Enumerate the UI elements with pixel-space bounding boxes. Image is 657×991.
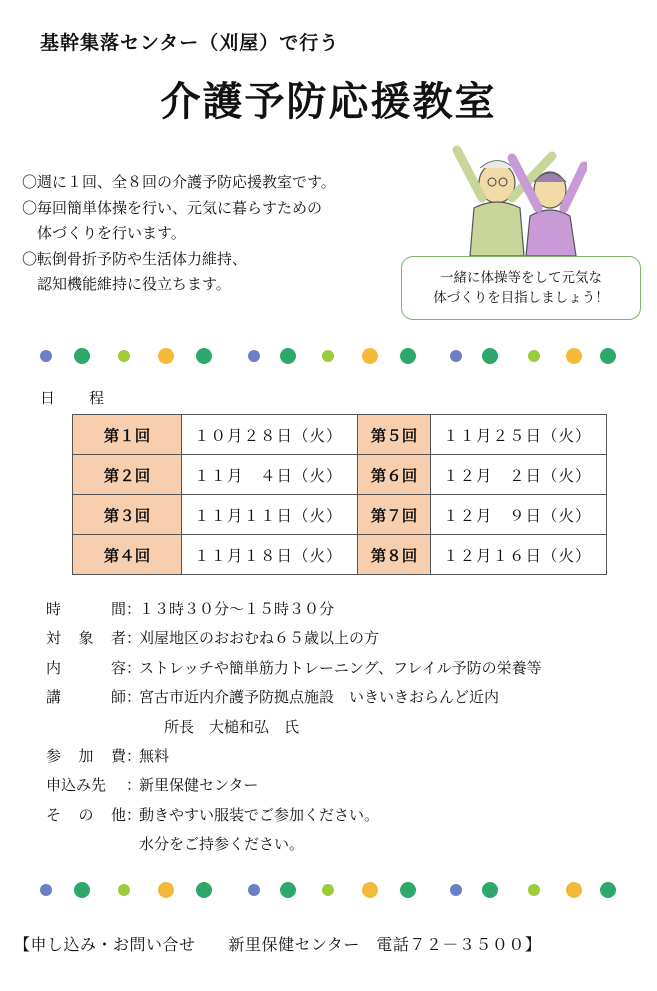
schedule-table	[72, 414, 607, 575]
intro-line: 〇毎回簡単体操を行い、元気に暮らすための	[22, 198, 323, 217]
intro-line: 認知機能維持に役立ちます。	[22, 275, 231, 293]
session-number: 第６回	[358, 455, 431, 495]
decor-dot	[528, 884, 540, 896]
speech-bubble	[401, 256, 641, 320]
session-date: １１月２５日（火）	[431, 415, 607, 455]
detail-value: 刈屋地区のおおむね６５歳以上の方	[139, 629, 380, 648]
session-number: 第４回	[73, 535, 182, 575]
bubble-line: 体づくりを目指しましょう！	[433, 290, 609, 306]
detail-label: 時 間	[46, 600, 126, 618]
schedule-label: 日程	[40, 389, 139, 407]
detail-value: 水分をご持参ください。	[139, 835, 305, 854]
decor-dot	[566, 348, 582, 364]
session-number: 第３回	[73, 495, 182, 535]
detail-value: 所長 大槌和弘 氏	[164, 717, 300, 736]
session-number: 第１回	[73, 415, 182, 455]
decor-dot	[600, 348, 616, 364]
decor-dot	[482, 348, 498, 364]
decor-dot	[528, 350, 540, 362]
session-date: １２月 ９日（火）	[431, 495, 607, 535]
session-date: １１月 ４日（火）	[182, 455, 358, 495]
decor-dot	[74, 882, 90, 898]
session-number: 第７回	[358, 495, 431, 535]
decor-dot	[450, 350, 462, 362]
decor-dot	[322, 884, 334, 896]
table-row	[73, 535, 607, 575]
decor-dot	[248, 884, 260, 896]
decor-dot	[362, 882, 378, 898]
intro-line: 〇週に１回、全８回の介護予防応援教室です。	[22, 173, 336, 191]
detail-label: 対 象 者	[46, 629, 126, 648]
detail-value: 無料	[139, 746, 170, 765]
intro-line: 体づくりを行います。	[22, 224, 186, 242]
detail-label: そ の 他	[46, 805, 126, 824]
detail-label: 内 容	[46, 658, 126, 677]
decor-dot	[482, 882, 498, 898]
decor-dot	[158, 348, 174, 364]
detail-value: １３時３０分～１５時３０分	[139, 600, 335, 618]
decor-dot	[280, 348, 296, 364]
decor-dot	[158, 882, 174, 898]
detail-value: 動きやすい服装でご参加ください。	[139, 805, 380, 824]
detail-label: 申込み先	[46, 776, 107, 795]
decor-dot	[400, 882, 416, 898]
detail-label: 講 師	[46, 688, 126, 707]
decor-dot	[450, 884, 462, 896]
decor-dot	[566, 882, 582, 898]
decor-dot	[362, 348, 378, 364]
decor-dot	[322, 350, 334, 362]
table-row	[73, 455, 607, 495]
table-row	[73, 415, 607, 455]
session-number: 第２回	[73, 455, 182, 495]
dot-divider	[30, 880, 630, 900]
decor-dot	[196, 348, 212, 364]
detail-label: 参 加 費	[46, 746, 126, 765]
session-date: １２月１６日（火）	[431, 535, 607, 575]
decor-dot	[196, 882, 212, 898]
table-row	[73, 495, 607, 535]
decor-dot	[74, 348, 90, 364]
event-title: 介護予防応援教室	[160, 79, 497, 125]
session-number: 第８回	[358, 535, 431, 575]
intro-text	[22, 170, 336, 298]
decor-dot	[280, 882, 296, 898]
exercise-illustration	[452, 138, 587, 258]
detail-value: ストレッチや簡単筋力トレーニング、フレイル予防の栄養等	[139, 658, 542, 677]
decor-dot	[248, 350, 260, 362]
session-number: 第５回	[358, 415, 431, 455]
intro-line: 〇転倒骨折予防や生活体力維持、	[22, 249, 248, 268]
event-subtitle: 基幹集落センター（刈屋）で行う	[40, 32, 340, 54]
bubble-line: 一緒に体操等をして元気な	[440, 270, 602, 286]
session-date: １１月１８日（火）	[182, 535, 358, 575]
dot-divider	[30, 346, 630, 366]
contact-footer: 【申し込み・お問い合せ 新里保健センター 電話７２－３５００】	[14, 935, 542, 954]
session-date: １２月 ２日（火）	[431, 455, 607, 495]
decor-dot	[118, 350, 130, 362]
session-date: １１月１１日（火）	[182, 495, 358, 535]
session-date: １０月２８日（火）	[182, 415, 358, 455]
decor-dot	[118, 884, 130, 896]
detail-value: 宮古市近内介護予防拠点施設 いきいきおらんど近内	[139, 688, 500, 707]
detail-value: 新里保健センター	[139, 776, 259, 795]
decor-dot	[600, 882, 616, 898]
decor-dot	[40, 350, 52, 362]
decor-dot	[40, 884, 52, 896]
decor-dot	[400, 348, 416, 364]
